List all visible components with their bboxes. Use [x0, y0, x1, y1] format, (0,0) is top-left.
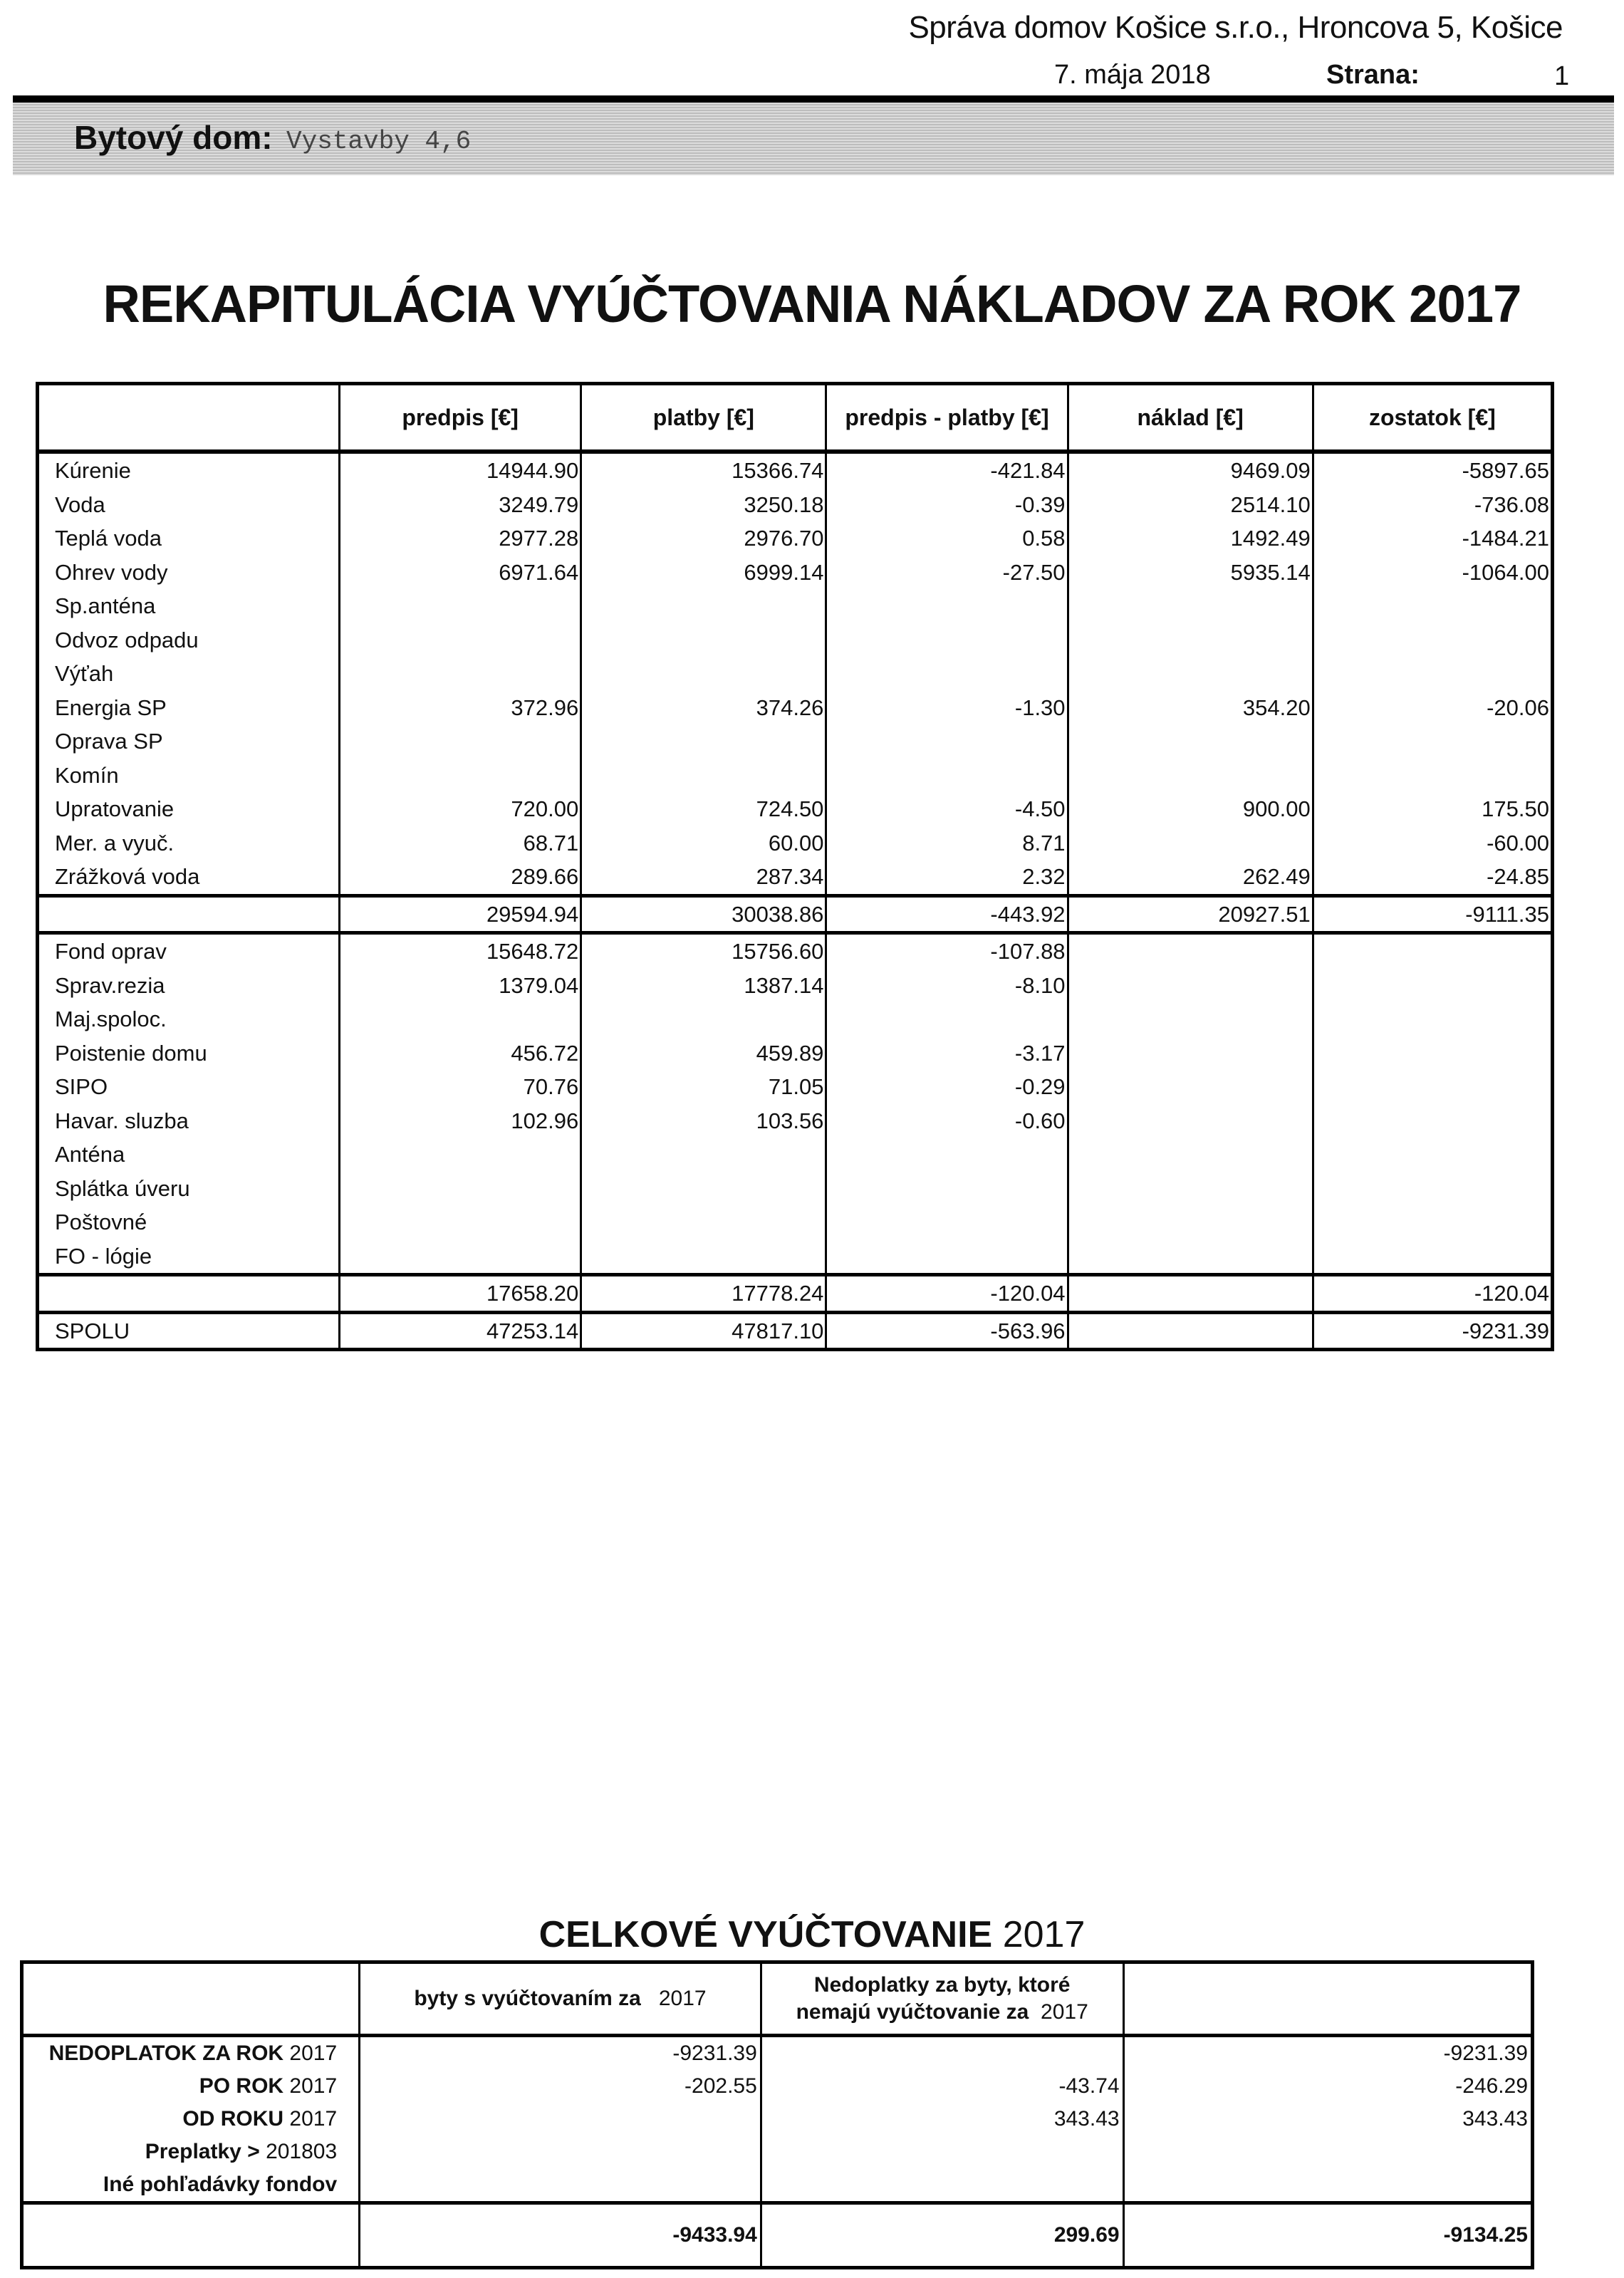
table-row: [38, 826, 1553, 860]
cell-rozdiel: 8.71: [826, 826, 1068, 860]
cell-naklad: [1068, 1239, 1313, 1275]
cell-rozdiel: -1.30: [826, 691, 1068, 725]
cell-predpis: 6971.64: [340, 556, 581, 590]
cell-predpis: [340, 657, 581, 691]
row-label: Iné pohľadávky fondov: [103, 2173, 338, 2196]
cell-platby: 2976.70: [581, 521, 826, 556]
cell-platby: [581, 1002, 826, 1036]
cell-with: -202.55: [360, 2070, 761, 2103]
company-name: Správa domov Košice s.r.o., Hroncova 5, Košice: [908, 10, 1563, 45]
row-label: NEDOPLATOK ZA ROK 2017: [48, 2042, 338, 2065]
row-label: Fond oprav: [38, 933, 340, 969]
total-without: 299.69: [761, 2203, 1123, 2268]
table-row: [38, 1138, 1553, 1172]
table-row: [38, 759, 1553, 793]
table-row: [38, 792, 1553, 826]
building-label: Bytový dom:: [74, 119, 273, 156]
row-label: Sprav.rezia: [55, 972, 165, 998]
cell-predpis: [340, 623, 581, 657]
cell-rozdiel: [826, 759, 1068, 793]
table-row: [38, 860, 1553, 895]
cell-predpis: [340, 1138, 581, 1172]
cell-with: [360, 2136, 761, 2168]
cell-platby: 287.34: [581, 860, 826, 895]
column-header-platby: platby [€]: [581, 384, 826, 452]
cell-platby: 724.50: [581, 792, 826, 826]
total-row: [38, 1312, 1553, 1350]
cell-zostatok: [1313, 759, 1552, 793]
cell-zostatok: -5897.65: [1313, 452, 1552, 488]
cell-zostatok: -20.06: [1313, 691, 1552, 725]
page-title: REKAPITULÁCIA VYÚČTOVANIA NÁKLADOV ZA ROK 2017: [103, 274, 1521, 333]
cell-zostatok: 175.50: [1313, 792, 1552, 826]
cell-rozdiel: [826, 1205, 1068, 1239]
cell-naklad: 2514.10: [1068, 488, 1313, 522]
cell-with: [360, 2103, 761, 2136]
cell-rozdiel: [826, 589, 1068, 623]
row-label: Maj.spoloc.: [55, 1007, 167, 1032]
cell-predpis: 3249.79: [340, 488, 581, 522]
cell-naklad: 20927.51: [1068, 895, 1313, 933]
overall-header-empty: [22, 1962, 360, 2036]
table-row: [38, 657, 1553, 691]
cell-predpis: [340, 1239, 581, 1275]
cell-rozdiel: -563.96: [826, 1312, 1068, 1350]
cell-predpis: 289.66: [340, 860, 581, 895]
row-label: Sp.anténa: [55, 593, 156, 619]
cell-zostatok: -9231.39: [1313, 1312, 1552, 1350]
cell-predpis: [340, 1002, 581, 1036]
table-row: [38, 724, 1553, 759]
cell-naklad: [1068, 589, 1313, 623]
cell-predpis: 456.72: [340, 1036, 581, 1071]
cell-platby: 30038.86: [581, 895, 826, 933]
cell-rozdiel: [826, 1002, 1068, 1036]
cell-without: -43.74: [761, 2070, 1123, 2103]
cell-platby: 3250.18: [581, 488, 826, 522]
cell-naklad: [1068, 1070, 1313, 1104]
table-row: [38, 1002, 1553, 1036]
recap-header-row: [38, 384, 1553, 452]
cell-platby: 1387.14: [581, 969, 826, 1003]
cell-naklad: [1068, 933, 1313, 969]
cell-zostatok: [1313, 657, 1552, 691]
table-row: [38, 1104, 1553, 1138]
cell-predpis: 68.71: [340, 826, 581, 860]
cell-platby: [581, 1138, 826, 1172]
row-label: Anténa: [55, 1142, 125, 1167]
cell-rozdiel: [826, 1239, 1068, 1275]
cell-zostatok: [1313, 1172, 1552, 1206]
cell-naklad: [1068, 969, 1313, 1003]
cell-naklad: [1068, 1036, 1313, 1071]
cell-predpis: [340, 724, 581, 759]
total-row: [22, 2203, 1533, 2268]
row-label: Mer. a vyuč.: [55, 830, 175, 855]
row-label: Oprava SP: [55, 729, 163, 754]
cell-naklad: 262.49: [1068, 860, 1313, 895]
table-row: [22, 2103, 1533, 2136]
column-header-rozdiel: predpis - platby [€]: [826, 384, 1068, 452]
subtotal-row: [38, 1275, 1553, 1313]
page-number: 1: [1554, 61, 1570, 91]
table-row: [38, 1036, 1553, 1071]
cell-rozdiel: [826, 657, 1068, 691]
cell-naklad: 1492.49: [1068, 521, 1313, 556]
cell-zostatok: -60.00: [1313, 826, 1552, 860]
cell-zostatok: [1313, 1239, 1552, 1275]
cell-naklad: [1068, 724, 1313, 759]
cell-with: [360, 2168, 761, 2203]
cell-predpis: 47253.14: [340, 1312, 581, 1350]
cell-rozdiel: -0.60: [826, 1104, 1068, 1138]
cell-rozdiel: 0.58: [826, 521, 1068, 556]
cell-platby: [581, 657, 826, 691]
cell-zostatok: [1313, 1205, 1552, 1239]
cell-rozdiel: [826, 724, 1068, 759]
page-label: Strana:: [1326, 60, 1420, 90]
cell-predpis: [340, 759, 581, 793]
cell-zostatok: [1313, 1002, 1552, 1036]
table-row: [38, 969, 1553, 1003]
document-date: 7. mája 2018: [1054, 60, 1211, 90]
cell-zostatok: -120.04: [1313, 1275, 1552, 1313]
cell-zostatok: [1313, 933, 1552, 969]
table-row: [38, 556, 1553, 590]
row-label: Poistenie domu: [55, 1040, 207, 1066]
cell-predpis: 2977.28: [340, 521, 581, 556]
cell-predpis: 15648.72: [340, 933, 581, 969]
row-label: [38, 895, 340, 933]
cell-naklad: [1068, 1275, 1313, 1313]
cell-zostatok: [1313, 1036, 1552, 1071]
cell-without: [761, 2036, 1123, 2071]
cell-platby: 47817.10: [581, 1312, 826, 1350]
table-row: [38, 521, 1553, 556]
cell-zostatok: [1313, 1138, 1552, 1172]
cell-predpis: 372.96: [340, 691, 581, 725]
table-row: [38, 933, 1553, 969]
table-row: [38, 1239, 1553, 1275]
cell-zostatok: -9111.35: [1313, 895, 1552, 933]
cell-platby: 15366.74: [581, 452, 826, 488]
table-row: [22, 2136, 1533, 2168]
cell-sum: -9231.39: [1123, 2036, 1532, 2071]
cell-rozdiel: -0.39: [826, 488, 1068, 522]
overall-header-sum: [1123, 1962, 1532, 2036]
total-with: -9433.94: [360, 2203, 761, 2268]
cell-platby: 6999.14: [581, 556, 826, 590]
cell-rozdiel: [826, 1138, 1068, 1172]
cell-predpis: 17658.20: [340, 1275, 581, 1313]
cell-naklad: [1068, 1104, 1313, 1138]
overall-title-text: CELKOVÉ VYÚČTOVANIE: [538, 1914, 993, 1955]
row-label: Zrážková voda: [55, 864, 200, 890]
cell-sum: [1123, 2168, 1532, 2203]
overall-table: [20, 1960, 1534, 2269]
cell-predpis: [340, 1172, 581, 1206]
cell-rozdiel: [826, 623, 1068, 657]
cell-platby: [581, 589, 826, 623]
table-row: [38, 1070, 1553, 1104]
cell-rozdiel: -120.04: [826, 1275, 1068, 1313]
row-label: FO - lógie: [55, 1243, 152, 1269]
column-header-predpis: predpis [€]: [340, 384, 581, 452]
row-label: Odvoz odpadu: [55, 627, 199, 652]
cell-rozdiel: -27.50: [826, 556, 1068, 590]
table-row: [38, 1205, 1553, 1239]
cell-platby: 60.00: [581, 826, 826, 860]
cell-naklad: [1068, 1138, 1313, 1172]
cell-platby: 459.89: [581, 1036, 826, 1071]
building-address: Vystavby 4,6: [286, 127, 472, 156]
row-label: Energia SP: [55, 695, 167, 720]
row-label: Teplá voda: [55, 526, 162, 551]
cell-zostatok: -1064.00: [1313, 556, 1552, 590]
column-header-label: [38, 384, 340, 452]
cell-naklad: [1068, 1205, 1313, 1239]
recap-table: [36, 382, 1554, 1351]
cell-rozdiel: 2.32: [826, 860, 1068, 895]
cell-sum: [1123, 2136, 1532, 2168]
cell-without: 343.43: [761, 2103, 1123, 2136]
cell-predpis: 1379.04: [340, 969, 581, 1003]
row-label: Upratovanie: [55, 796, 175, 822]
cell-naklad: [1068, 1172, 1313, 1206]
total-sum: -9134.25: [1123, 2203, 1532, 2268]
overall-header-with-billing: byty s vyúčtovaním za 2017: [360, 1962, 761, 2036]
cell-rozdiel: -421.84: [826, 452, 1068, 488]
row-label: PO ROK 2017: [199, 2074, 338, 2098]
cell-sum: -246.29: [1123, 2070, 1532, 2103]
cell-predpis: 14944.90: [340, 452, 581, 488]
cell-zostatok: [1313, 1070, 1552, 1104]
row-label: Kúrenie: [55, 458, 131, 484]
cell-rozdiel: -107.88: [826, 933, 1068, 969]
cell-predpis: 720.00: [340, 792, 581, 826]
cell-platby: 103.56: [581, 1104, 826, 1138]
cell-without: [761, 2168, 1123, 2203]
column-header-naklad: náklad [€]: [1068, 384, 1313, 452]
cell-predpis: [340, 1205, 581, 1239]
cell-naklad: [1068, 826, 1313, 860]
cell-platby: [581, 1205, 826, 1239]
overall-header-without-billing: Nedoplatky za byty, ktoré nemajú vyúčtovanie za 2017: [761, 1962, 1123, 2036]
header-meta: [0, 60, 1624, 95]
cell-naklad: 5935.14: [1068, 556, 1313, 590]
table-row: [38, 1172, 1553, 1206]
cell-platby: [581, 724, 826, 759]
cell-rozdiel: -3.17: [826, 1036, 1068, 1071]
subtotal-row: [38, 895, 1553, 933]
cell-naklad: [1068, 759, 1313, 793]
overall-title-year: 2017: [1002, 1914, 1086, 1955]
cell-predpis: 29594.94: [340, 895, 581, 933]
row-label: Voda: [55, 492, 105, 517]
cell-platby: [581, 1239, 826, 1275]
row-label: Havar. sluzba: [55, 1108, 189, 1133]
building-banner: [13, 95, 1614, 175]
cell-zostatok: [1313, 969, 1552, 1003]
cell-platby: [581, 623, 826, 657]
row-label: Výťah: [55, 661, 114, 687]
cell-zostatok: [1313, 724, 1552, 759]
cell-with: -9231.39: [360, 2036, 761, 2071]
row-label: Ohrev vody: [55, 559, 168, 585]
row-label: [22, 2203, 360, 2268]
cell-rozdiel: -0.29: [826, 1070, 1068, 1104]
cell-naklad: 900.00: [1068, 792, 1313, 826]
cell-naklad: 354.20: [1068, 691, 1313, 725]
cell-rozdiel: [826, 1172, 1068, 1206]
row-label: OD ROKU 2017: [182, 2107, 338, 2131]
column-header-zostatok: zostatok [€]: [1313, 384, 1552, 452]
cell-platby: 71.05: [581, 1070, 826, 1104]
table-row: [38, 623, 1553, 657]
cell-sum: 343.43: [1123, 2103, 1532, 2136]
cell-naklad: [1068, 1312, 1313, 1350]
cell-zostatok: [1313, 1104, 1552, 1138]
cell-zostatok: -1484.21: [1313, 521, 1552, 556]
cell-naklad: [1068, 1002, 1313, 1036]
cell-predpis: 70.76: [340, 1070, 581, 1104]
cell-zostatok: -24.85: [1313, 860, 1552, 895]
cell-zostatok: [1313, 589, 1552, 623]
table-row: [38, 589, 1553, 623]
cell-platby: [581, 1172, 826, 1206]
table-row: [38, 691, 1553, 725]
cell-predpis: [340, 589, 581, 623]
cell-naklad: [1068, 623, 1313, 657]
cell-rozdiel: -8.10: [826, 969, 1068, 1003]
row-label: Splátka úveru: [55, 1175, 190, 1201]
table-row: [22, 2168, 1533, 2203]
cell-platby: 15756.60: [581, 933, 826, 969]
table-row: [22, 2070, 1533, 2103]
row-label: Poštovné: [55, 1210, 147, 1235]
cell-predpis: 102.96: [340, 1104, 581, 1138]
cell-platby: [581, 759, 826, 793]
table-row: [22, 2036, 1533, 2071]
cell-zostatok: -736.08: [1313, 488, 1552, 522]
overall-header-row: [22, 1962, 1533, 2036]
cell-rozdiel: -443.92: [826, 895, 1068, 933]
cell-rozdiel: -4.50: [826, 792, 1068, 826]
table-row: [38, 488, 1553, 522]
row-label: SIPO: [55, 1074, 108, 1100]
row-label: SPOLU: [38, 1312, 340, 1350]
table-row: [38, 452, 1553, 488]
cell-platby: 17778.24: [581, 1275, 826, 1313]
row-label: Preplatky > 201803: [145, 2140, 338, 2163]
cell-naklad: [1068, 657, 1313, 691]
cell-zostatok: [1313, 623, 1552, 657]
overall-title: [0, 1913, 1624, 1956]
row-label: Komín: [55, 762, 119, 788]
cell-naklad: 9469.09: [1068, 452, 1313, 488]
row-label: [38, 1275, 340, 1313]
cell-without: [761, 2136, 1123, 2168]
cell-platby: 374.26: [581, 691, 826, 725]
